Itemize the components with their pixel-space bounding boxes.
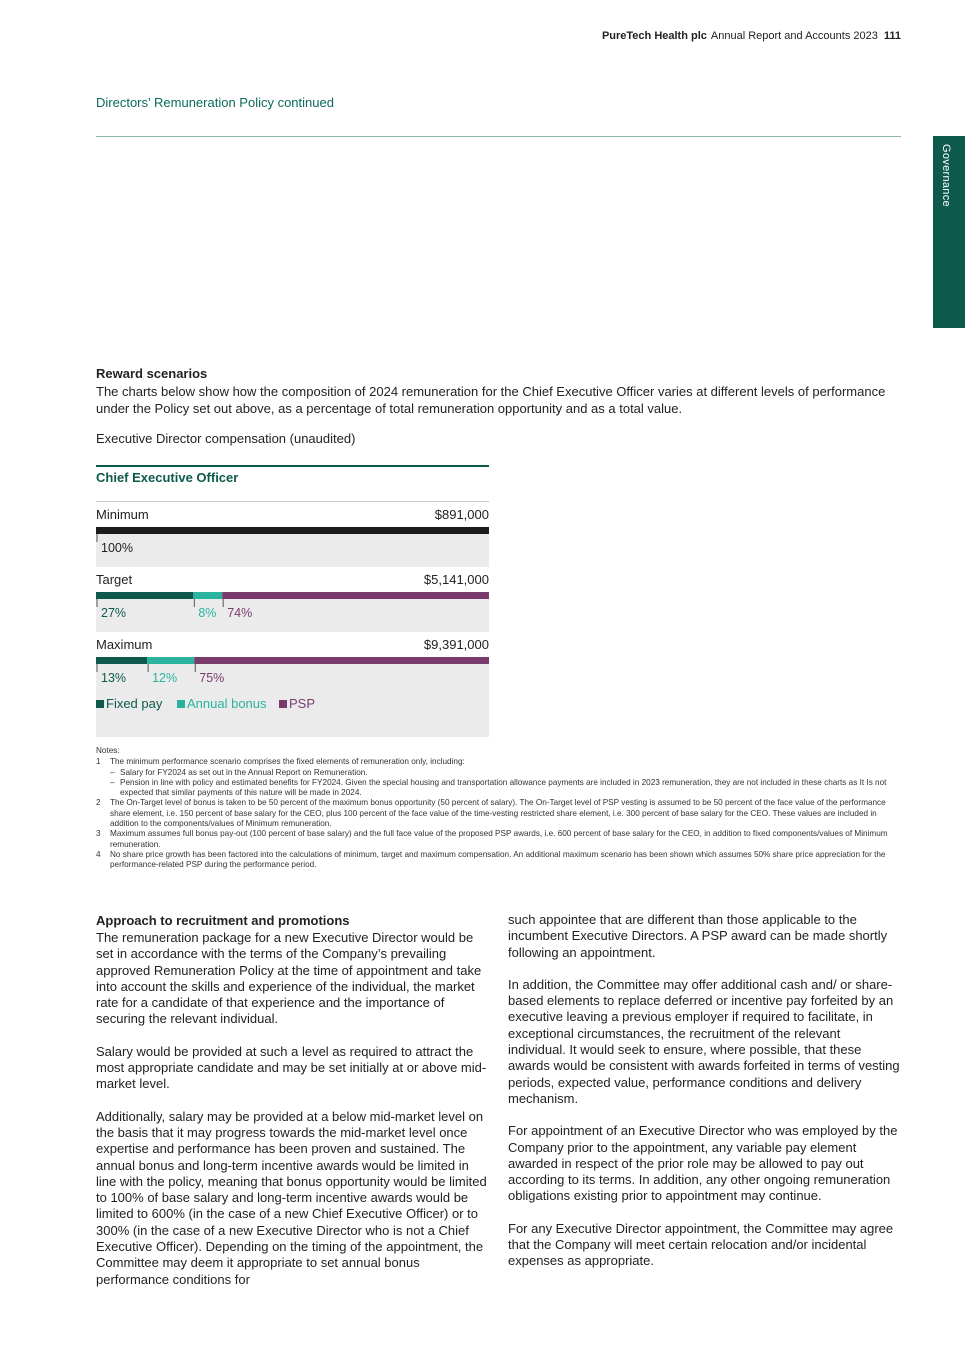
legend-swatch xyxy=(279,700,287,708)
note-item xyxy=(96,798,896,829)
header-divider xyxy=(96,136,901,137)
scenario-label: Minimum xyxy=(96,507,149,522)
bar-value-label: 8% xyxy=(198,606,217,620)
company-name: PureTech Health plc xyxy=(601,30,707,42)
notes-heading: Notes: xyxy=(96,746,120,755)
bar-value-label: 100% xyxy=(101,541,133,555)
right-column xyxy=(508,912,901,1286)
bar-segment xyxy=(147,657,194,664)
bar-value-label: 13% xyxy=(101,671,127,685)
legend-label: PSP xyxy=(289,696,316,711)
notes xyxy=(96,746,896,871)
note-subitem xyxy=(96,768,896,778)
bar-value-label: 12% xyxy=(152,671,178,685)
scenario-total: $5,141,000 xyxy=(423,572,489,587)
left-column xyxy=(96,912,489,1304)
bar-tick xyxy=(223,599,224,607)
ceo-compensation-chart xyxy=(96,465,489,737)
bar-segment xyxy=(222,592,489,599)
note-number: 4 xyxy=(96,849,101,859)
bar-value-label: 75% xyxy=(199,671,225,685)
side-tab-label: Governance xyxy=(940,144,952,207)
legend-swatch xyxy=(96,700,104,708)
note-dash: – xyxy=(110,777,115,787)
note-text: Salary for FY2024 as set out in the Annual Report on Remuneration. xyxy=(120,767,368,777)
chart-subtitle: Executive Director compensation (unaudited) xyxy=(96,431,356,446)
recruitment-heading: Approach to recruitment and promotions xyxy=(96,913,350,928)
chart-title: Chief Executive Officer xyxy=(96,470,239,485)
note-item xyxy=(96,829,896,850)
left-paragraph-3: Additionally, salary may be provided at a below mid-market level on the basis that it may progress towards the mid-market level once expertise and performance has been proven and sustained. The annual bonus and long-term incentive awards would be limited in line with the policy, meaning that bonus opportunity would be limited to 100% of base salary and long-term incentive awards would be limited to 600% (in the case of a new Chief Executive Officer) or to 300% (in the case of a new Executive Director who is not a Chief Executive Officer). Depending on the timing of the appointment, the Committee may deem it appropriate to set annual bonus performance conditions for xyxy=(96,1108,487,1287)
chart-top-rule xyxy=(96,465,489,467)
scenario-total: $891,000 xyxy=(434,507,489,522)
bar-value-label: 27% xyxy=(101,606,127,620)
bar-tick xyxy=(97,664,98,672)
scenario-total: $9,391,000 xyxy=(423,637,489,652)
governance-side-tab[interactable] xyxy=(933,136,965,328)
note-number: 3 xyxy=(96,829,101,839)
reward-scenarios-body: The charts below show how the composition of 2024 remuneration for the Chief Executive Officer varies at different levels of performance under the Policy set out above, as a percentage of total remuneration opportunity and as a total value. xyxy=(96,384,886,416)
bar-tick xyxy=(97,599,98,607)
right-paragraph-1: such appointee that are different than those applicable to the incumbent Executive Directors. A PSP award can be made shortly following an appointment. xyxy=(508,912,888,960)
bar-segment xyxy=(96,657,147,664)
note-number: 2 xyxy=(96,798,101,808)
note-subitem xyxy=(96,778,896,799)
bar-segment xyxy=(96,527,489,534)
bar-segment xyxy=(193,592,222,599)
bar-tick xyxy=(194,599,195,607)
note-number: 1 xyxy=(96,757,101,767)
bar-tick xyxy=(148,664,149,672)
legend-label: Fixed pay xyxy=(106,696,163,711)
note-text: The minimum performance scenario comprises the fixed elements of remuneration only, including: xyxy=(110,757,465,767)
bar-segment xyxy=(96,592,193,599)
scenario-label: Maximum xyxy=(96,637,153,652)
page-number: 111 xyxy=(883,30,901,42)
left-paragraph-2: Salary would be provided at such a level as required to attract the most appropriate candidate and may be set initially at or above mid-market level. xyxy=(96,1043,487,1092)
note-text: The On-Target level of bonus is taken to be 50 percent of the maximum bonus opportunity (50 percent of salary). The On-Target level of PSP vesting is assumed to be 50 percent of the face value of the performance share element, i.e. 150 percent of base salary for the CEO, plus 100 percent of the face value of the time-vesting restricted share element, i.e. 300 percent of base salary for the CEO. These values are included in addition to the components/values of Minimum remuneration. xyxy=(110,798,886,829)
report-title: Annual Report and Accounts 2023 xyxy=(710,30,878,42)
scenario-label: Target xyxy=(96,572,133,587)
right-paragraph-3: For appointment of an Executive Director who was employed by the Company prior to the appointment, any variable pay element awarded in respect of the prior role may be allowed to pay out according to its terms. In addition, any other ongoing remuneration obligations existing prior to appointment may continue. xyxy=(508,1123,898,1204)
chart-svg xyxy=(96,465,489,737)
note-item xyxy=(96,850,896,871)
note-item xyxy=(96,757,896,767)
legend-label: Annual bonus xyxy=(187,696,267,711)
bar-tick xyxy=(97,534,98,542)
bar-tick xyxy=(195,664,196,672)
right-paragraph-4: For any Executive Director appointment, the Committee may agree that the Company will meet certain relocation and/or incidental expenses as appropriate. xyxy=(508,1220,894,1269)
bar-segment xyxy=(194,657,489,664)
note-text: Maximum assumes full bonus pay-out (100 percent of base salary) and the full face value of the proposed PSP awards, i.e. 600 percent of base salary for the CEO, in addition to fixed components/values of Minimum remuneration. xyxy=(110,829,888,849)
legend-swatch xyxy=(177,700,185,708)
right-paragraph-2: In addition, the Committee may offer additional cash and/ or share-based elements to replace deferred or incentive pay forfeited by an executive leaving a previous employer if required to facilitate, in exceptional circumstances, the recruitment of the relevant individual. It would seek to ensure, where possible, that these awards would be consistent with awards forfeited in terms of vesting periods, expected value, performance conditions and delivery mechanism. xyxy=(508,976,900,1106)
note-dash: – xyxy=(110,767,115,777)
bar-value-label: 74% xyxy=(227,606,253,620)
left-paragraph-1: The remuneration package for a new Executive Director would be set in accordance with the terms of the Company’s prevailing approved Remuneration Policy at the time of appointment and take into account the skills and experience of the individual, the market rate for a candidate of that experience and the importance of securing the relevant individual. xyxy=(96,930,482,1027)
note-text: No share price growth has been factored into the calculations of minimum, target and maximum compensation. An additional maximum scenario has been shown which assumes 50% share price appreciation for the performance-related PSP during the performance period. xyxy=(110,849,886,870)
reward-scenarios-heading: Reward scenarios xyxy=(96,366,208,381)
page-header xyxy=(602,30,901,42)
note-text: Pension in line with policy and estimated benefits for FY2024. Given the special housing and transportation allowance payments are included in 2023 remuneration, they are not included in these charts as It Is not expected that similar payments of this nature will be made in 2024. xyxy=(120,777,887,798)
chart-title-rule xyxy=(96,501,489,502)
section-title: Directors’ Remuneration Policy continued xyxy=(96,95,334,110)
